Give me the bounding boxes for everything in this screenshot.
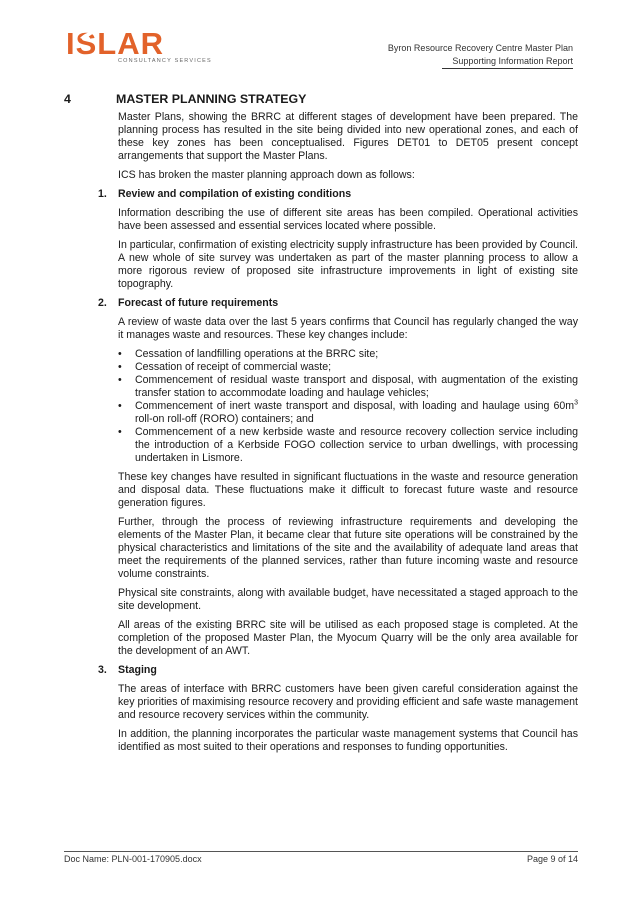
changes-list bbox=[118, 348, 578, 465]
section-title: MASTER PLANNING STRATEGY bbox=[116, 92, 307, 106]
document-title: Byron Resource Recovery Centre Master Plan bbox=[387, 43, 573, 53]
list-item: • Cessation of landfilling operations at the BRRC site; bbox=[118, 348, 578, 361]
logo-wordmark: ISLAR bbox=[66, 26, 164, 61]
islar-logo bbox=[66, 27, 216, 67]
subsection-heading bbox=[98, 297, 578, 310]
section-number: 4 bbox=[64, 92, 71, 106]
logo-subtitle: CONSULTANCY SERVICES bbox=[118, 58, 212, 64]
body-paragraph: Information describing the use of different site areas has been compiled. Operational activities have been assessed and essential services located where possible. bbox=[118, 207, 578, 232]
body-paragraph: In addition, the planning incorporates the particular waste management systems that Council has identified as most suited to their operations and responses to funding opportunities. bbox=[118, 728, 578, 753]
page-content bbox=[64, 93, 578, 760]
subsection-title: Forecast of future requirements bbox=[118, 297, 279, 309]
subsection-number: 2. bbox=[98, 297, 107, 309]
subsection-number: 1. bbox=[98, 188, 107, 200]
list-item: • Commencement of inert waste transport and disposal, with loading and haulage using $60m^3$ roll-on roll-off (RORO) containers; and bbox=[118, 400, 578, 426]
page-footer bbox=[64, 851, 578, 864]
subsection-heading bbox=[98, 188, 578, 201]
body-paragraph: The areas of interface with BRRC customers have been given careful consideration against the key priorities of maximising resource recovery and providing efficient and safe waste management and resource recovery services within the community. bbox=[118, 683, 578, 721]
footer-page-number: Page 9 of 14 bbox=[526, 854, 578, 864]
body-paragraph: A review of waste data over the last 5 years confirms that Council has regularly changed the way it manages waste and resources. These key changes include: bbox=[118, 316, 578, 341]
subsection-number: 3. bbox=[98, 664, 107, 676]
body-paragraph: Further, through the process of reviewing infrastructure requirements and developing the elements of the Master Plan, it became clear that future site operations will be constrained by the physical characteristics and limitations of the site and the availability of adequate land areas that meet the requirements of the planned services, rather than future incoming waste and resource volume constraints. bbox=[118, 516, 578, 580]
subsection-heading bbox=[98, 664, 578, 677]
intro-paragraph: Master Plans, showing the BRRC at different stages of development have been prepared. The planning process has resulted in the site being divided into new operational zones, and each of these key zones has been conceptualised. Figures DET01 to DET05 present concept arrangements that support the Master Plans. bbox=[118, 111, 578, 162]
subsection-title: Staging bbox=[118, 664, 157, 676]
subsection-title: Review and compilation of existing conditions bbox=[118, 188, 352, 200]
list-item: • Cessation of receipt of commercial waste; bbox=[118, 361, 578, 374]
body-paragraph: These key changes have resulted in significant fluctuations in the waste and resource generation and disposal data. These fluctuations make it difficult to forecast future waste and resource generation figures. bbox=[118, 471, 578, 509]
body-paragraph: Physical site constraints, along with available budget, have necessitated a staged approach to the site development. bbox=[118, 587, 578, 612]
list-item: • Commencement of a new kerbside waste and resource recovery collection service including the introduction of a Kerbside FOGO collection service to urban dwellings, with processing undertaken in Lismore. bbox=[118, 426, 578, 465]
document-subtitle: Supporting Information Report bbox=[442, 55, 573, 69]
body-paragraph: In particular, confirmation of existing electricity supply infrastructure has been provided by Council. A new whole of site survey was undertaken as part of the master planning process to allow a more rigorous review of proposed site infrastructure improvements in light of existing site topography. bbox=[118, 239, 578, 290]
list-item: • Commencement of residual waste transport and disposal, with augmentation of the existing transfer station to accommodate loading and haulage vehicles; bbox=[118, 374, 578, 400]
intro-paragraph: ICS has broken the master planning approach down as follows: bbox=[118, 169, 415, 181]
footer-doc-name: Doc Name: PLN-001-170905.docx bbox=[64, 854, 202, 864]
body-paragraph: All areas of the existing BRRC site will be utilised as each proposed stage is completed. At the completion of the proposed Master Plan, the Myocum Quarry will be the only area available for the development of an AWT. bbox=[118, 619, 578, 657]
document-header bbox=[388, 42, 573, 69]
section-heading bbox=[64, 93, 578, 106]
logo-swoosh-icon bbox=[79, 30, 101, 44]
